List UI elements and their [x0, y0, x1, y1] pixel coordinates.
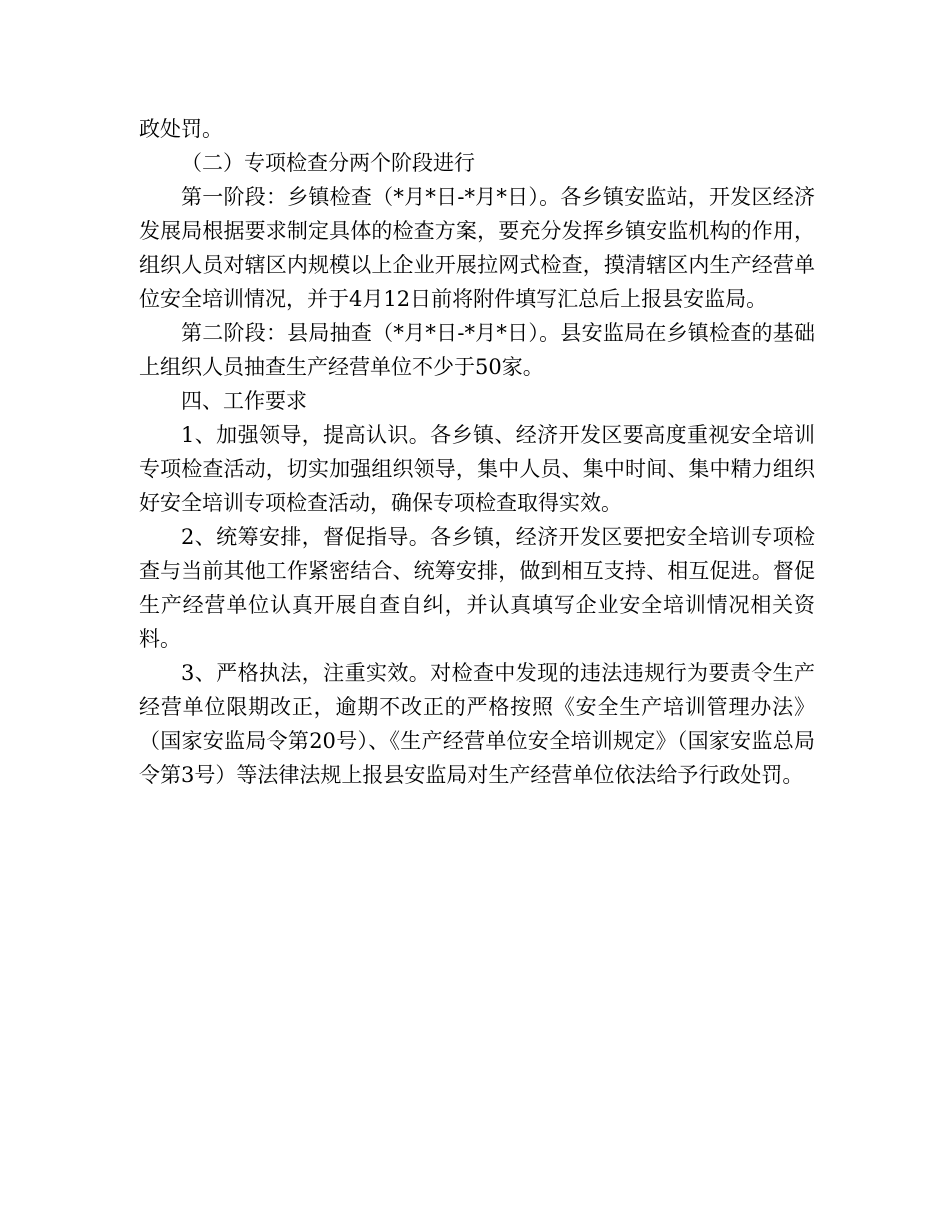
section-heading-special-inspection: （二）专项检查分两个阶段进行 — [181, 151, 475, 175]
paragraph-requirement-1: 1、加强领导，提高认识。各乡镇、经济开发区要高度重视安全培训专项检查活动，切实加强组织领导，集中人员、集中时间、集中精力组织好安全培训专项检查活动，确保专项检查取得实效。 — [139, 423, 815, 515]
paragraph-phase-two: 第二阶段：县局抽查（*月*日-*月*日）。县安监局在乡镇检查的基础上组织人员抽查生产经营单位不少于50家。 — [139, 321, 815, 379]
paragraph-requirement-3: 3、严格执法，注重实效。对检查中发现的违法违规行为要责令生产经营单位限期改正，逾期不改正的严格按照《安全生产培训管理办法》（国家安监局令第20号）、《生产经营单位安全培训规定》（国家安监总局令第3号）等法律法规上报县安监局对生产经营单位依法给予行政处罚。 — [139, 661, 815, 787]
paragraph-requirement-2: 2、统筹安排，督促指导。各乡镇，经济开发区要把安全培训专项检查与当前其他工作紧密结合、统筹安排，做到相互支持、相互促进。督促生产经营单位认真开展自查自纠，并认真填写企业安全培训情况相关资料。 — [139, 525, 815, 651]
document-body — [139, 112, 815, 792]
section-heading-work-requirements: 四、工作要求 — [181, 389, 307, 413]
paragraph-continuation: 政处罚。 — [139, 117, 223, 141]
paragraph-phase-one: 第一阶段：乡镇检查（*月*日-*月*日）。各乡镇安监站，开发区经济发展局根据要求制定具体的检查方案，要充分发挥乡镇安监机构的作用，组织人员对辖区内规模以上企业开展拉网式检查，摸清辖区内生产经营单位安全培训情况，并于4月12日前将附件填写汇总后上报县安监局。 — [139, 185, 815, 311]
